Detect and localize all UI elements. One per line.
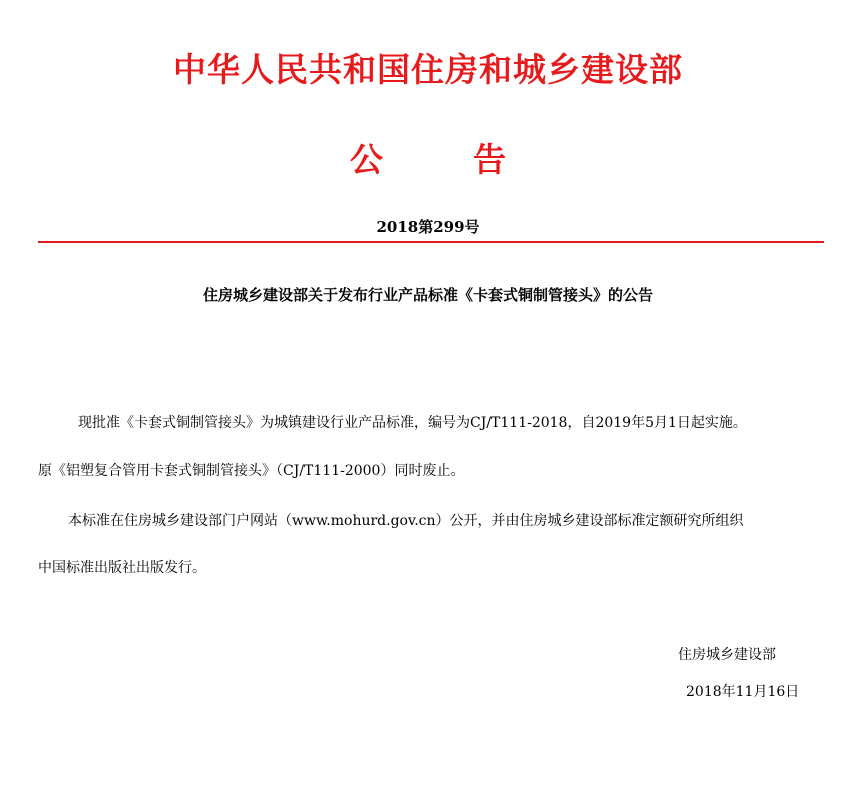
red-divider-line <box>38 241 824 243</box>
notice-char-gao: 告 <box>473 140 506 179</box>
signature-date: 2018年11月16日 <box>686 684 800 700</box>
body-paragraph-approval: 现批准《卡套式铜制管接头》为城镇建设行业产品标准，编号为CJ/T111-2018，自2019年5月1日起实施。 <box>78 415 747 431</box>
document-number: 2018第299号 <box>376 218 480 236</box>
ministry-title: 中华人民共和国住房和城乡建设部 <box>173 50 683 89</box>
signature-issuer: 住房城乡建设部 <box>678 647 776 663</box>
body-paragraph-publication: 本标准在住房城乡建设部门户网站（www.mohurd.gov.cn）公开，并由住房城乡建设部标准定额研究所组织 <box>68 513 744 529</box>
body-paragraph-repeal: 原《铝塑复合管用卡套式铜制管接头》（CJ/T111-2000）同时废止。 <box>38 463 465 479</box>
body-paragraph-publication-cont: 中国标准出版社出版发行。 <box>38 560 206 576</box>
notice-char-gong: 公 <box>350 140 383 179</box>
notice-title <box>0 134 856 181</box>
announcement-subject: 住房城乡建设部关于发布行业产品标准《卡套式铜制管接头》的公告 <box>202 286 653 304</box>
